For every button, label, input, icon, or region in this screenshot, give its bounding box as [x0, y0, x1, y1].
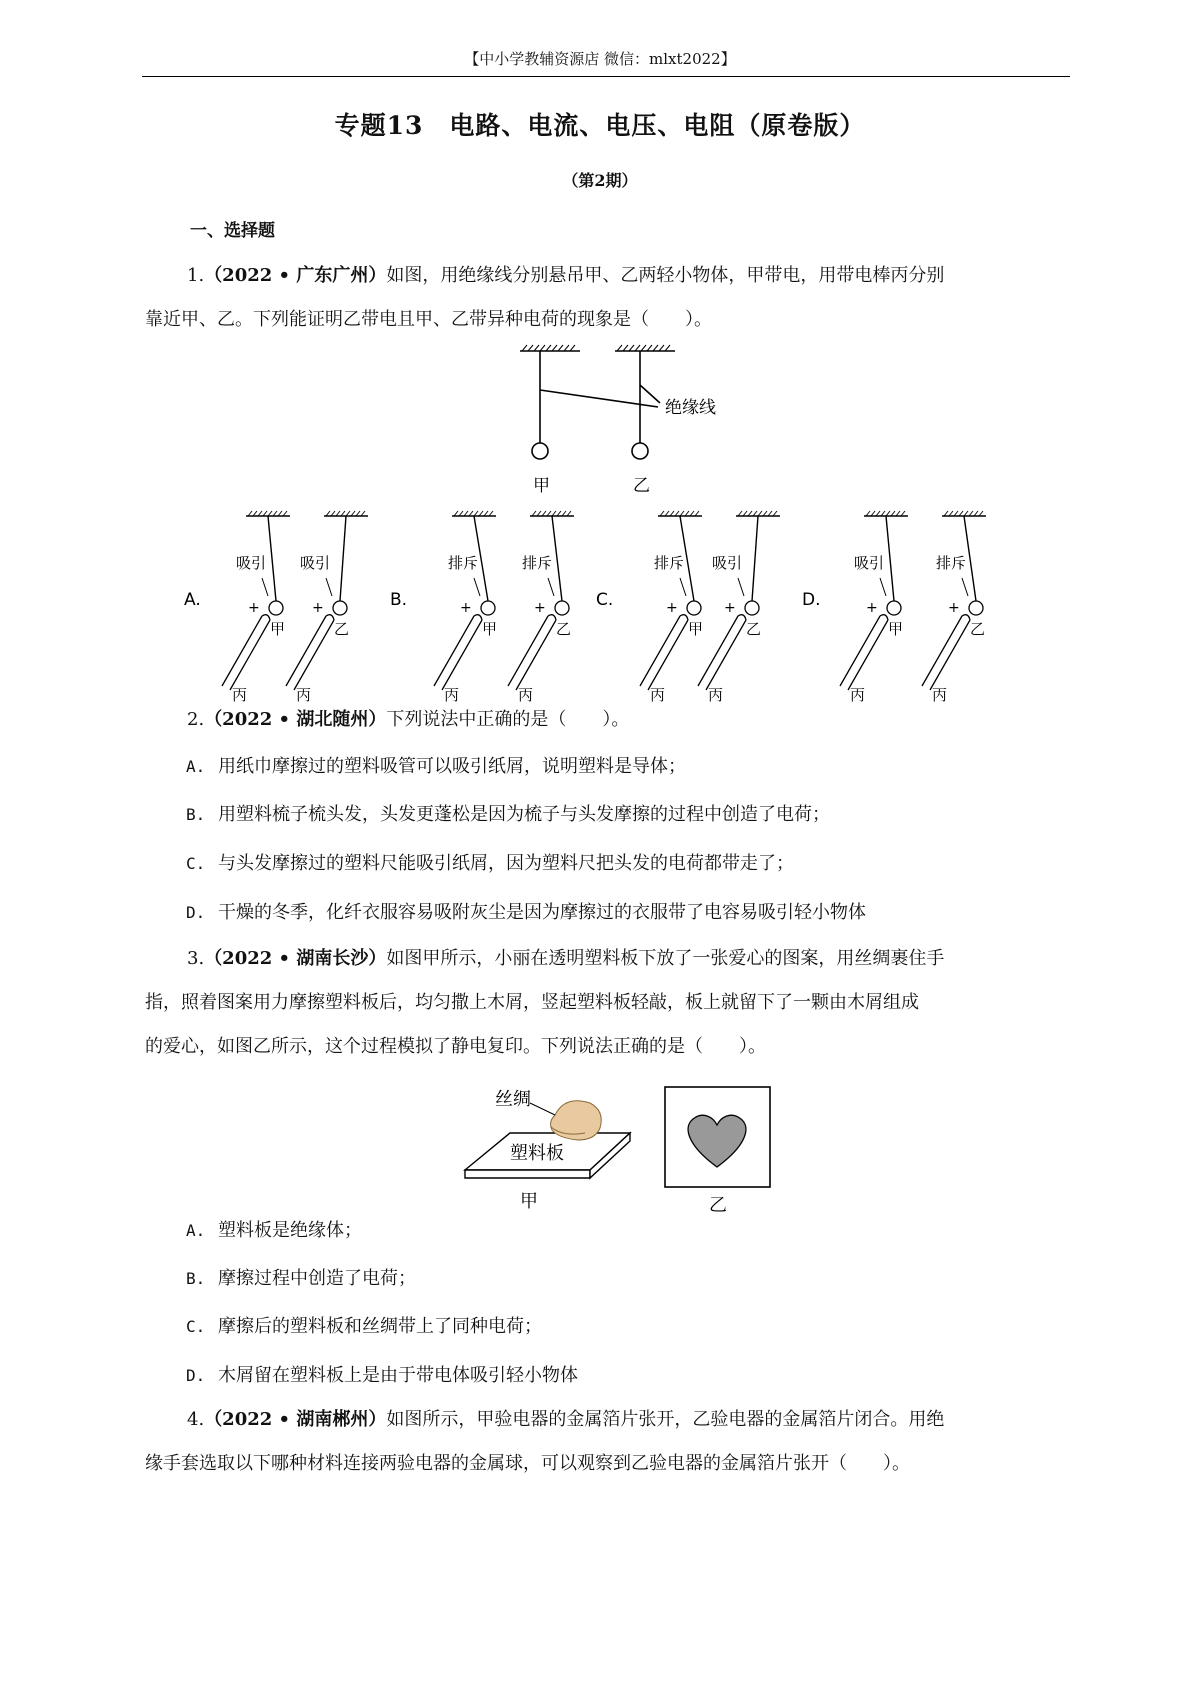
ball-label: 乙 — [746, 620, 762, 638]
q1-line2: 靠近甲、乙。下列能证明乙带电且甲、乙带异种电荷的现象是（ ）。 — [145, 309, 712, 330]
question-1 — [145, 254, 1065, 342]
q3-line3: 的爱心，如图乙所示，这个过程模拟了静电复印。下列说法正确的是（ ）。 — [145, 1036, 766, 1057]
q3-figure — [455, 1075, 775, 1215]
option-letter: D. — [802, 590, 821, 610]
ball-right-1 — [555, 601, 569, 615]
rod-right-0 — [286, 615, 334, 690]
force-label: 吸引 — [712, 554, 743, 572]
rod-left-1 — [434, 615, 482, 690]
plate-figure — [465, 1089, 630, 1212]
ball-label: 乙 — [334, 620, 350, 638]
q1-option-d — [798, 510, 1018, 704]
rod-label: 丙 — [932, 686, 948, 704]
plus-sign: + — [312, 600, 324, 616]
rod-label: 丙 — [444, 686, 460, 704]
q2-number: 2. — [187, 709, 205, 730]
option-letter: C. — [596, 590, 614, 610]
q3-line1: 如图甲所示，小丽在透明塑料板下放了一张爱心的图案，用丝绸裹住手 — [386, 948, 945, 969]
plus-sign: + — [948, 600, 960, 616]
fig-jia-label: 甲 — [520, 1191, 538, 1212]
q3-line2: 指，照着图案用力摩擦塑料板后，均匀撒上木屑，竖起塑料板轻敲，板上就留下了一颗由木屑组成 — [145, 992, 919, 1013]
q1-source: （2022 • 广东广州） — [204, 265, 387, 286]
q4-line2: 缘手套选取以下哪种材料连接两验电器的金属球，可以观察到乙验电器的金属箔片张开（ ）。 — [145, 1453, 910, 1474]
q1-number: 1. — [187, 265, 205, 286]
force-label: 排斥 — [936, 554, 967, 572]
force-label: 吸引 — [854, 554, 885, 572]
rod-right-1 — [508, 615, 556, 690]
heart-figure — [665, 1087, 770, 1216]
ball-left-3 — [887, 601, 901, 615]
q2-option-b: B. 用塑料梳子梳头发，头发更蓬松是因为梳子与头发摩擦的过程中创造了电荷； — [186, 804, 830, 825]
q4-source: （2022 • 湖南郴州） — [204, 1409, 387, 1430]
q2-option-c: C. 与头发摩擦过的塑料尺能吸引纸屑，因为塑料尺把头发的电荷都带走了； — [186, 853, 794, 874]
q1-option-c — [592, 510, 812, 704]
rod-left-2 — [640, 615, 688, 690]
page-title: 专题13 电路、电流、电压、电阻（原卷版） — [334, 111, 866, 140]
rod-right-3 — [922, 615, 970, 690]
page-header: 【中小学教辅资源店 微信：mlxt2022】 — [464, 50, 736, 68]
ball-label: 甲 — [270, 620, 286, 638]
q1-option-b — [386, 510, 606, 704]
option-letter: B. — [390, 590, 408, 610]
ball-left-1 — [481, 601, 495, 615]
q2-option-d: D. 干燥的冬季，化纤衣服容易吸附灰尘是因为摩擦过的衣服带了电容易吸引轻小物体 — [186, 902, 866, 923]
plate-label: 塑料板 — [510, 1143, 564, 1164]
thread-label: 绝缘线 — [665, 398, 716, 418]
ball-label: 乙 — [970, 620, 986, 638]
rod-label: 丙 — [518, 686, 534, 704]
option-letter: A. — [184, 590, 201, 610]
plus-sign: + — [460, 600, 472, 616]
q3-option-a: A. 塑料板是绝缘体； — [186, 1220, 362, 1241]
ball-yi-label: 乙 — [633, 476, 650, 496]
plus-sign: + — [666, 600, 678, 616]
ball-left-0 — [269, 601, 283, 615]
rod-left-3 — [840, 615, 888, 690]
ball-left-2 — [687, 601, 701, 615]
rod-label: 丙 — [708, 686, 724, 704]
header-rule — [142, 76, 1070, 77]
q1-main-figure — [500, 345, 760, 505]
page-subtitle: （第2期） — [562, 171, 638, 190]
ball-label: 乙 — [556, 620, 572, 638]
ball-right-2 — [745, 601, 759, 615]
rod-left-0 — [222, 615, 270, 690]
fig-yi-label: 乙 — [709, 1195, 727, 1216]
q3-option-d: D. 木屑留在塑料板上是由于带电体吸引轻小物体 — [186, 1365, 578, 1386]
q3-number: 3. — [187, 948, 205, 969]
question-2 — [145, 698, 1065, 742]
q1-option-figures — [180, 510, 1060, 704]
ball-jia-label: 甲 — [533, 476, 550, 496]
q1-option-a — [180, 510, 400, 704]
ball-right-0 — [333, 601, 347, 615]
plus-sign: + — [724, 600, 736, 616]
q1-line1: 如图，用绝缘线分别悬吊甲、乙两轻小物体，甲带电，用带电棒丙分别 — [386, 265, 945, 286]
rod-label: 丙 — [232, 686, 248, 704]
rod-right-2 — [698, 615, 746, 690]
section-heading: 一、选择题 — [190, 221, 275, 241]
plus-sign: + — [866, 600, 878, 616]
q2-source: （2022 • 湖北随州） — [204, 709, 387, 730]
question-4 — [145, 1398, 1065, 1486]
force-label: 排斥 — [448, 554, 479, 572]
ball-right-3 — [969, 601, 983, 615]
force-label: 排斥 — [522, 554, 553, 572]
force-label: 吸引 — [300, 554, 331, 572]
ball-label: 甲 — [888, 620, 904, 638]
silk-label: 丝绸 — [495, 1089, 531, 1110]
q3-source: （2022 • 湖南长沙） — [204, 948, 387, 969]
q4-line1: 如图所示，甲验电器的金属箔片张开，乙验电器的金属箔片闭合。用绝 — [386, 1409, 945, 1430]
rod-label: 丙 — [850, 686, 866, 704]
rod-label: 丙 — [650, 686, 666, 704]
q2-option-a: A. 用纸巾摩擦过的塑料吸管可以吸引纸屑，说明塑料是导体； — [186, 756, 686, 777]
question-3 — [145, 937, 1065, 1069]
q3-option-b: B. 摩擦过程中创造了电荷； — [186, 1268, 416, 1289]
force-label: 吸引 — [236, 554, 267, 572]
force-label: 排斥 — [654, 554, 685, 572]
plus-sign: + — [534, 600, 546, 616]
q2-stem: 下列说法中正确的是（ ）。 — [386, 709, 630, 730]
q3-option-c: C. 摩擦后的塑料板和丝绸带上了同种电荷； — [186, 1316, 542, 1337]
ball-label: 甲 — [482, 620, 498, 638]
plus-sign: + — [248, 600, 260, 616]
q4-number: 4. — [187, 1409, 205, 1430]
ball-label: 甲 — [688, 620, 704, 638]
rod-label: 丙 — [296, 686, 312, 704]
